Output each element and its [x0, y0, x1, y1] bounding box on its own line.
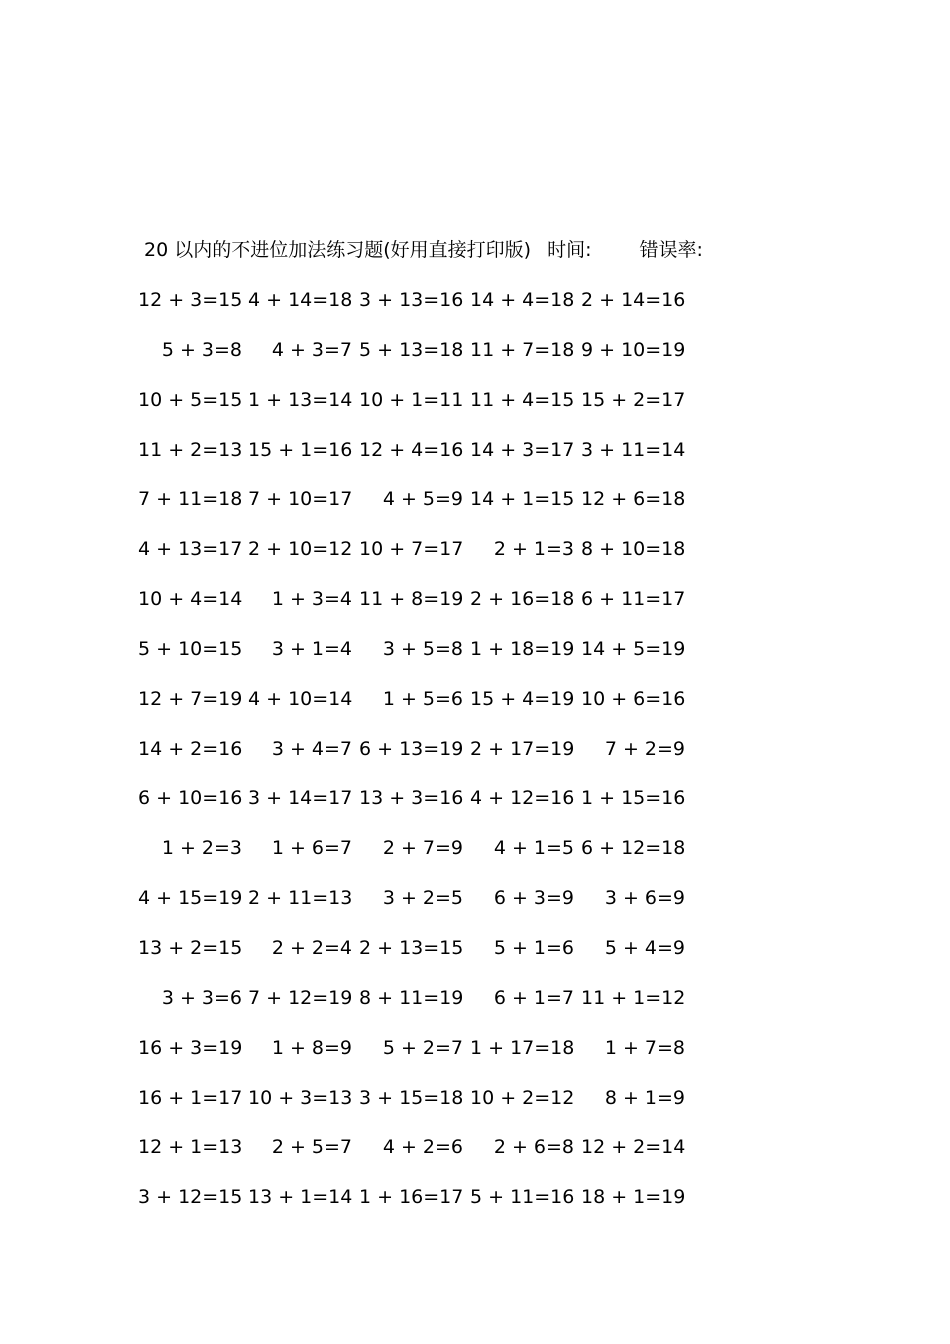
addition-problem: 6 + 13=19	[359, 737, 464, 760]
addition-problem: 2 + 1=3	[493, 538, 574, 561]
addition-problem: 1 + 5=6	[382, 687, 463, 710]
addition-problem: 10 + 1=11	[359, 388, 464, 411]
addition-problem: 10 + 7=17	[359, 538, 464, 561]
addition-problem: 1 + 15=16	[581, 787, 686, 810]
addition-problem: 4 + 14=18	[248, 289, 353, 311]
problem-row	[138, 784, 708, 834]
addition-problem: 3 + 2=5	[382, 887, 463, 910]
addition-problem: 8 + 1=9	[604, 1086, 685, 1109]
addition-problem: 1 + 18=19	[470, 637, 575, 660]
addition-problem: 3 + 11=14	[581, 438, 686, 461]
addition-problem: 4 + 10=14	[248, 687, 353, 710]
addition-problem: 15 + 1=16	[248, 438, 353, 461]
addition-problem: 2 + 10=12	[248, 538, 353, 561]
addition-problem: 2 + 5=7	[271, 1136, 352, 1159]
addition-problem: 12 + 4=16	[359, 438, 464, 461]
addition-problem: 5 + 4=9	[604, 936, 685, 959]
addition-problem: 11 + 7=18	[470, 338, 575, 361]
addition-problem: 3 + 3=6	[161, 986, 242, 1009]
addition-problem: 1 + 16=17	[359, 1186, 464, 1209]
addition-problem: 9 + 10=19	[581, 338, 686, 361]
addition-problem: 10 + 3=13	[248, 1086, 353, 1109]
problem-row	[138, 1133, 708, 1183]
problem-row	[138, 436, 708, 486]
addition-problem: 7 + 2=9	[604, 737, 685, 760]
addition-problem: 5 + 11=16	[470, 1186, 575, 1209]
addition-problem: 11 + 4=15	[470, 388, 575, 411]
addition-problem: 12 + 7=19	[138, 687, 243, 710]
problem-row	[138, 386, 708, 436]
addition-problem: 1 + 2=3	[161, 837, 242, 860]
addition-problem: 4 + 1=5	[493, 837, 574, 860]
addition-problem: 8 + 11=19	[359, 986, 464, 1009]
addition-problem: 4 + 13=17	[138, 538, 243, 561]
addition-problem: 10 + 4=14	[138, 588, 243, 611]
addition-problem: 14 + 3=17	[470, 438, 575, 461]
addition-problem: 1 + 17=18	[470, 1036, 575, 1059]
addition-problem: 7 + 11=18	[138, 488, 243, 511]
addition-problem: 14 + 5=19	[581, 637, 686, 660]
error-rate-label: 错误率:	[639, 239, 703, 261]
addition-problem: 6 + 12=18	[581, 837, 686, 860]
addition-problem: 2 + 14=16	[581, 289, 686, 311]
worksheet-title: 20 以内的不进位加法练习题(好用直接打印版)	[144, 239, 532, 261]
addition-problem: 13 + 1=14	[248, 1186, 353, 1209]
addition-problem: 12 + 6=18	[581, 488, 686, 511]
addition-problem: 1 + 6=7	[271, 837, 352, 860]
addition-problem: 4 + 12=16	[470, 787, 575, 810]
addition-problem: 12 + 2=14	[581, 1136, 686, 1159]
addition-problem: 18 + 1=19	[581, 1186, 686, 1209]
addition-problem: 12 + 3=15	[138, 289, 243, 311]
problem-row	[138, 286, 708, 336]
addition-problem: 14 + 4=18	[470, 289, 575, 311]
addition-problem: 11 + 2=13	[138, 438, 243, 461]
problem-row	[138, 1084, 708, 1134]
addition-problem: 2 + 7=9	[382, 837, 463, 860]
addition-problem: 2 + 17=19	[470, 737, 575, 760]
addition-problem: 6 + 1=7	[493, 986, 574, 1009]
addition-problem: 2 + 11=13	[248, 887, 353, 910]
addition-problem: 5 + 3=8	[161, 338, 242, 361]
addition-problem: 16 + 1=17	[138, 1086, 243, 1109]
addition-problem: 2 + 2=4	[271, 936, 352, 959]
addition-problem: 13 + 3=16	[359, 787, 464, 810]
addition-problem: 2 + 6=8	[493, 1136, 574, 1159]
addition-problem: 1 + 8=9	[271, 1036, 352, 1059]
addition-problem: 16 + 3=19	[138, 1036, 243, 1059]
addition-problem: 3 + 13=16	[359, 289, 464, 311]
addition-problem: 14 + 1=15	[470, 488, 575, 511]
problem-row	[138, 1183, 708, 1233]
problem-row	[138, 535, 708, 585]
addition-problem: 10 + 5=15	[138, 388, 243, 411]
addition-problem: 3 + 4=7	[271, 737, 352, 760]
addition-problem: 4 + 5=9	[382, 488, 463, 511]
addition-problem: 11 + 8=19	[359, 588, 464, 611]
addition-problem: 3 + 6=9	[604, 887, 685, 910]
addition-problem: 4 + 15=19	[138, 887, 243, 910]
problem-row	[148, 984, 708, 1034]
addition-problem: 5 + 13=18	[359, 338, 464, 361]
problem-grid	[138, 286, 708, 1233]
addition-problem: 10 + 2=12	[470, 1086, 575, 1109]
addition-problem: 3 + 12=15	[138, 1186, 243, 1209]
problem-row	[138, 635, 708, 685]
addition-problem: 7 + 10=17	[248, 488, 353, 511]
problem-row	[138, 884, 708, 934]
time-label: 时间:	[547, 239, 592, 261]
addition-problem: 5 + 10=15	[138, 637, 243, 660]
problem-row	[138, 934, 708, 984]
problem-row	[138, 735, 708, 785]
addition-problem: 10 + 6=16	[581, 687, 686, 710]
addition-problem: 5 + 2=7	[382, 1036, 463, 1059]
addition-problem: 8 + 10=18	[581, 538, 686, 561]
problem-row	[148, 834, 708, 884]
addition-problem: 1 + 3=4	[271, 588, 352, 611]
addition-problem: 15 + 2=17	[581, 388, 686, 411]
addition-problem: 13 + 2=15	[138, 936, 243, 959]
addition-problem: 6 + 10=16	[138, 787, 243, 810]
addition-problem: 12 + 1=13	[138, 1136, 243, 1159]
addition-problem: 4 + 3=7	[271, 338, 352, 361]
problem-row	[138, 585, 708, 635]
addition-problem: 3 + 15=18	[359, 1086, 464, 1109]
problem-row	[148, 336, 708, 386]
addition-problem: 3 + 14=17	[248, 787, 353, 810]
addition-problem: 14 + 2=16	[138, 737, 243, 760]
problem-row	[138, 685, 708, 735]
addition-problem: 2 + 16=18	[470, 588, 575, 611]
addition-problem: 5 + 1=6	[493, 936, 574, 959]
addition-problem: 1 + 13=14	[248, 388, 353, 411]
addition-problem: 4 + 2=6	[382, 1136, 463, 1159]
addition-problem: 3 + 1=4	[271, 637, 352, 660]
addition-problem: 6 + 11=17	[581, 588, 686, 611]
addition-problem: 11 + 1=12	[581, 986, 686, 1009]
problem-row	[138, 485, 708, 535]
addition-problem: 7 + 12=19	[248, 986, 353, 1009]
addition-problem: 1 + 7=8	[604, 1036, 685, 1059]
addition-problem: 6 + 3=9	[493, 887, 574, 910]
problem-row	[138, 1034, 708, 1084]
addition-problem: 15 + 4=19	[470, 687, 575, 710]
addition-problem: 2 + 13=15	[359, 936, 464, 959]
addition-problem: 3 + 5=8	[382, 637, 463, 660]
worksheet-header	[144, 236, 703, 264]
